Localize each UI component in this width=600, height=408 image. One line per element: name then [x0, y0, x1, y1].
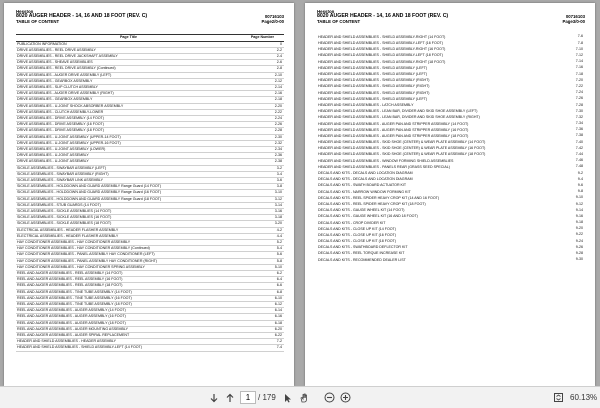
toc-entry-title: SICKLE ASSEMBLIES - SICKLE ASSEMBLIES (16 FOOT) [16, 215, 241, 221]
col-header-page: Page Number [241, 35, 284, 42]
toc-entry-title: HAY CONDITIONER ASSEMBLIES - PANEL ASSEMBLY HAY CONDITIONER (RIGHT) [16, 258, 241, 264]
toc-entry-page: 9-24 [575, 238, 583, 243]
toc-entry-page: 9-10 [575, 195, 583, 200]
minus-circle-icon [324, 392, 335, 403]
toc-entry-title: SICKLE ASSEMBLIES - SICKLE ASSEMBLIES (14 FOOT) [16, 208, 241, 214]
toc-entry-page: 9-16 [575, 213, 583, 218]
toc-row[interactable] [317, 257, 585, 263]
toc-entry-page: 9-26 [575, 244, 583, 249]
toc-entry-title: REEL AND AUGER ASSEMBLIES - TINE TUBE ASSEMBLY (18 FOOT) [16, 302, 241, 308]
toc-entry-page: 6-14 [241, 308, 284, 314]
toc-entry-page: 6-4 [241, 277, 284, 283]
toc-entry-title: SICKLE ASSEMBLIES - HOLDDOWN AND GUARD ASSEMBLY Range Guard (14 FOOT) [16, 184, 241, 190]
toc-entry-page: 2-32 [241, 140, 284, 146]
toc-entry-page: 3-14 [241, 202, 284, 208]
toc-entry-title: HEADER AND SHIELD ASSEMBLIES - SHIELD ASSEMBLY (RIGHT) [318, 90, 430, 95]
toc-entry-page: 7-38 [575, 133, 583, 138]
toc-entry-page: 3-12 [241, 196, 284, 202]
toc-entry-title: SICKLE ASSEMBLIES - SWAYBAR ASSEMBLY (LEFT) [16, 165, 241, 171]
toc-entry-title: DECALS AND KITS - SWATH BOARD ACTUATOR KIT [318, 183, 407, 188]
toc-entry-title: DECALS AND KITS - NARROW WINDOW FORMING KIT [318, 189, 411, 194]
toc-entry-page: 7-40 [575, 139, 583, 144]
toc-entry-page: 9-22 [575, 232, 583, 237]
toc-entry-title: HEADER AND SHIELD ASSEMBLIES - HEADER ASSEMBLY [16, 339, 241, 345]
hand-icon [299, 393, 309, 403]
toc-entry-page: 7-18 [575, 71, 583, 76]
zoom-level[interactable]: 60.13% [570, 393, 598, 402]
col-header-title: Page Title [16, 35, 241, 42]
brand-name: Hesston [317, 9, 335, 14]
toc-entry-title: DECALS AND KITS - SWATHBOARD DEFLECTOR KIT [318, 245, 408, 250]
toc-entry-page: 7-8 [577, 40, 583, 45]
toc-entry-page: 0 [241, 41, 284, 47]
toc-entry-page: 9-14 [575, 207, 583, 212]
toc-entry-page: 2-34 [241, 146, 284, 152]
page-header [317, 9, 585, 24]
fit-page-icon [553, 392, 564, 403]
toc-entry-page: 7-2 [241, 339, 284, 345]
toc-entry-page: 6-8 [241, 289, 284, 295]
toc-table [16, 34, 284, 352]
toc-entry-title: ELECTRICAL ASSEMBLIES - HEADER FLASHER ASSEMBLY [16, 233, 241, 239]
arrow-up-icon [225, 393, 235, 403]
toc-entry-page: 6-12 [241, 302, 284, 308]
toc-entry-page: 6-18 [241, 320, 284, 326]
toc-entry-page: 2-2 [241, 47, 284, 53]
toc-entry-page: 9-30 [575, 257, 583, 262]
toc-entry-page: 2-10 [241, 72, 284, 78]
toc-entry-page: 7-28 [575, 102, 583, 107]
toc-entry-page: 7-12 [575, 53, 583, 58]
toc-entry-page: 6-20 [241, 326, 284, 332]
document-title: 8020 AUGER HEADER - 14, 16 AND 18 FOOT (REV. C) [317, 13, 449, 19]
toc-table [317, 34, 585, 263]
toc-entry-page: 4-4 [241, 233, 284, 239]
toc-entry-title: ELECTRICAL ASSEMBLIES - HEADER FLASHER ASSEMBLY [16, 227, 241, 233]
toc-entry-title: DRIVE ASSEMBLIES - U-JOINT SHOCK ABSORBER ASSEMBLY [16, 103, 241, 109]
toc-entry-page: 7-30 [575, 108, 583, 113]
toc-entry-title: HEADER AND SHIELD ASSEMBLIES - SKID SHOE (CENTER) & WEAR PLATE ASSEMBLY (18 FOOT) [318, 152, 486, 157]
toc-entry-title: HEADER AND SHIELD ASSEMBLIES - LEAN BAR, DIVIDER AND SKID SHOE ASSEMBLY (RIGHT) [318, 115, 480, 120]
toc-entry-page: 2-6 [241, 60, 284, 66]
toc-entry-page: 5-4 [241, 246, 284, 252]
toc-entry-title: HAY CONDITIONER ASSEMBLIES - PANEL ASSEMBLY HAY CONDITIONER (LEFT) [16, 252, 241, 258]
toc-label: TABLE OF CONTENT [317, 19, 361, 24]
page-number-input[interactable] [240, 391, 256, 404]
toc-entry-page: 2-22 [241, 109, 284, 115]
fit-page-button[interactable] [550, 390, 566, 406]
zoom-in-button[interactable] [338, 390, 354, 406]
pointer-tool-button[interactable] [280, 390, 296, 406]
toc-entry-page: 5-10 [241, 264, 284, 270]
toc-entry-page: 6-2 [241, 271, 284, 277]
toc-entry-page: 3-2 [241, 165, 284, 171]
toc-entry-page: 6-10 [241, 295, 284, 301]
toc-entry-title: DRIVE ASSEMBLIES - REEL DRIVE JACKSHAFT ASSEMBLY [16, 53, 241, 59]
toc-entry-title: HEADER AND SHIELD ASSEMBLIES - SKID SHOE (CENTER) & WEAR PLATE ASSEMBLY (16 FOOT) [318, 146, 486, 151]
toc-entry-title: HAY CONDITIONER ASSEMBLIES - HAY CONDITIONER ASSEMBLY (Continued) [16, 246, 241, 252]
pdf-page-left [4, 3, 294, 386]
toc-entry-title: DECALS AND KITS - GAUGE WHEEL KIT (14 FOOT) [318, 208, 405, 213]
toc-entry-title: REEL AND AUGER ASSEMBLIES - AUGER ASSEMBLY (18 FOOT) [16, 320, 241, 326]
toc-entry-title: HEADER AND SHIELD ASSEMBLIES - SHIELD ASSEMBLY (LEFT) [318, 72, 428, 77]
toc-entry-title: DECALS AND KITS - CLOSE UP KIT (14 FOOT) [318, 226, 396, 231]
page-reference: Page2/0-00 [261, 19, 284, 24]
toc-entry-page: 2-18 [241, 97, 284, 103]
toc-entry-page: 3-8 [241, 184, 284, 190]
hand-tool-button[interactable] [296, 390, 312, 406]
toc-entry-title: REEL AND AUGER ASSEMBLIES - REEL ASSEMBLY (18 FOOT) [16, 283, 241, 289]
toc-entry-title: SICKLE ASSEMBLIES - SWAYBAR LINK ASSEMBLY [16, 177, 241, 183]
toc-entry-page: 7-16 [575, 65, 583, 70]
toc-entry-title: DECALS AND KITS - CLOSE UP KIT (16 FOOT) [318, 232, 396, 237]
toc-entry-title: DRIVE ASSEMBLIES - REEL DRIVE ASSEMBLY (Continued) [16, 66, 241, 72]
toc-entry-page: 9-12 [575, 201, 583, 206]
toc-entry-page: 7-10 [575, 46, 583, 51]
part-number: 00716103 [565, 14, 585, 19]
page-total: / 179 [258, 393, 276, 402]
toc-entry-title: HEADER AND SHIELD ASSEMBLIES - SHIELD ASSEMBLY (RIGHT) [318, 84, 430, 89]
document-title: 8020 AUGER HEADER - 14, 16 AND 18 FOOT (REV. C) [16, 13, 148, 19]
toc-entry-title: DRIVE ASSEMBLIES - AUGER DRIVE ASSEMBLY (RIGHT) [16, 91, 241, 97]
toc-entry-page: 5-8 [241, 258, 284, 264]
toc-entry-title: DECALS AND KITS - CROP DIVIDER KIT [318, 220, 386, 225]
pdf-page-right [305, 3, 595, 386]
toc-entry-title: HEADER AND SHIELD ASSEMBLIES - AUGER PAN AND STRIPPER ASSEMBLY (18 FOOT) [318, 133, 469, 138]
toc-entry-title: DRIVE ASSEMBLIES - U-JOINT ASSEMBLY [16, 153, 241, 159]
toc-entry-page: 2-36 [241, 153, 284, 159]
toc-entry-title: SICKLE ASSEMBLIES - SICKLE ASSEMBLIES (18 FOOT) [16, 221, 241, 227]
toc-entry-page: 9-28 [575, 251, 583, 256]
toc-entry-page: 7-22 [575, 83, 583, 88]
toc-entry-title: HEADER AND SHIELD ASSEMBLIES - LATCH ASSEMBLY [318, 102, 414, 107]
toc-entry-title: HEADER AND SHIELD ASSEMBLIES - SHIELD ASSEMBLY-LEFT (16 FOOT) [318, 41, 443, 46]
toc-entry-title: SICKLE ASSEMBLIES - HOLDDOWN AND GUARD ASSEMBLY Range Guard (18 FOOT) [16, 196, 241, 202]
toc-entry-title: SICKLE ASSEMBLIES - SWAYBAR ASSEMBLY (RIGHT) [16, 171, 241, 177]
toc-entry-title: HEADER AND SHIELD ASSEMBLIES - SHIELD ASSEMBLY-LEFT (14 FOOT) [16, 345, 241, 351]
toc-entry-title: REEL AND AUGER ASSEMBLIES - AUGER MOUNTING ASSEMBLY [16, 326, 241, 332]
toc-entry-page: 2-12 [241, 78, 284, 84]
toc-entry-page: 9-8 [577, 189, 583, 194]
toc-entry-page: 9-4 [577, 176, 583, 181]
toc-entry-page: 7-14 [575, 59, 583, 64]
toc-entry-page: 2-26 [241, 122, 284, 128]
toc-entry-title: DECALS AND KITS - REEL TORQUE INCREASE KIT [318, 251, 405, 256]
toc-entry-page: 2-16 [241, 91, 284, 97]
toc-entry-page: 6-22 [241, 333, 284, 339]
toc-entry-title: DRIVE ASSEMBLIES - GEARBOX ASSEMBLY [16, 97, 241, 103]
toc-entry-title: DRIVE ASSEMBLIES - SHEAVE ASSEMBLIES [16, 60, 241, 66]
toc-entry-title: DECALS AND KITS - REEL SPIDER HEAVY CROP KIT (14 AND 16 FOOT) [318, 195, 440, 200]
toc-entry-title: REEL AND AUGER ASSEMBLIES - AUGER ASSEMBLY (16 FOOT) [16, 314, 241, 320]
toc-entry-title: HEADER AND SHIELD ASSEMBLIES - AUGER PAN AND STRIPPER ASSEMBLY (14 FOOT) [318, 121, 469, 126]
toc-entry-title: DRIVE ASSEMBLIES - REEL DRIVE ASSEMBLY [16, 47, 241, 53]
toc-entry-page: 2-38 [241, 159, 284, 165]
toc-row[interactable] [16, 345, 284, 351]
toc-entry-page: 7-20 [575, 77, 583, 82]
toc-entry-title: SICKLE ASSEMBLIES - HOLDDOWN AND GUARD ASSEMBLY Range Guard (16 FOOT) [16, 190, 241, 196]
toc-entry-title: DECALS AND KITS - GAUGE WHEEL KIT (16 AND 18 FOOT) [318, 214, 418, 219]
toc-entry-title: HAY CONDITIONER ASSEMBLIES - HAY CONDITIONER ASSEMBLY [16, 240, 241, 246]
toc-entry-title: HEADER AND SHIELD ASSEMBLIES - SHIELD ASSEMBLY (LEFT) [318, 96, 428, 101]
toc-entry-page: 7-34 [575, 121, 583, 126]
toc-entry-page: 9-6 [577, 182, 583, 187]
toc-entry-page: 7-32 [575, 114, 583, 119]
plus-circle-icon [340, 392, 351, 403]
toc-entry-page: 5-6 [241, 252, 284, 258]
part-number: 00716103 [264, 14, 284, 19]
toc-entry-page: 2-20 [241, 103, 284, 109]
toc-entry-title: SICKLE ASSEMBLIES - STUB GUARDS (14 FOOT) [16, 202, 241, 208]
toc-entry-title: REEL AND AUGER ASSEMBLIES - TINE TUBE ASSEMBLY (16 FOOT) [16, 295, 241, 301]
page-down-button[interactable] [206, 390, 222, 406]
toc-entry-page: 3-10 [241, 190, 284, 196]
toc-entry-title: DECALS AND KITS - RECOMMENDED DEALER LIST [318, 257, 406, 262]
toc-entry-title: REEL AND AUGER ASSEMBLIES - AUGER ASSEMBLY (14 FOOT) [16, 308, 241, 314]
toc-entry-title: DRIVE ASSEMBLIES - GEARBOX ASSEMBLY [16, 78, 241, 84]
toc-entry-title: DRIVE ASSEMBLIES - U-JOINT ASSEMBLY (LOWER) [16, 146, 241, 152]
toc-entry-title: REEL AND AUGER ASSEMBLIES - AUGER SPIRAL REPLACEMENT [16, 333, 241, 339]
toc-entry-title: DRIVE ASSEMBLIES - CLUTCH ASSEMBLY-LOWER [16, 109, 241, 115]
toc-entry-page: 3-4 [241, 171, 284, 177]
toc-entry-title: HEADER AND SHIELD ASSEMBLIES - AUGER PAN AND STRIPPER ASSEMBLY (16 FOOT) [318, 127, 469, 132]
page-header [16, 9, 284, 24]
toc-entry-page: 9-20 [575, 226, 583, 231]
toc-entry-page: 9-18 [575, 220, 583, 225]
toc-entry-title: DECALS AND KITS - CLOSE UP KIT (18 FOOT) [318, 239, 396, 244]
toc-entry-title: DRIVE ASSEMBLIES - DRIVE ASSEMBLY (18 FOOT) [16, 128, 241, 134]
pdf-toolbar [0, 386, 600, 408]
toc-entry-page: 2-28 [241, 128, 284, 134]
toc-entry-page: 3-20 [241, 221, 284, 227]
toc-entry-page: 7-36 [575, 127, 583, 132]
cursor-icon [283, 393, 293, 403]
toc-entry-page: 7-46 [575, 158, 583, 163]
toc-entry-page: 3-18 [241, 215, 284, 221]
toc-entry-title: HEADER AND SHIELD ASSEMBLIES - SHIELD ASSEMBLY-RIGHT (16 FOOT) [318, 47, 446, 52]
toc-entry-page: 7-44 [575, 152, 583, 157]
toc-entry-page: 7-6 [577, 34, 583, 39]
toc-entry-title: HEADER AND SHIELD ASSEMBLIES - SHIELD ASSEMBLY-RIGHT (14 FOOT) [318, 34, 446, 39]
toc-entry-page: 7-48 [575, 164, 583, 169]
toc-entry-title: DRIVE ASSEMBLIES - SLIP CLUTCH ASSEMBLY [16, 84, 241, 90]
toc-entry-title: HEADER AND SHIELD ASSEMBLIES - SHIELD ASSEMBLY-RIGHT (18 FOOT) [318, 59, 446, 64]
page-reference: Page3/0-00 [562, 19, 585, 24]
toc-entry-title: REEL AND AUGER ASSEMBLIES - TINE TUBE ASSEMBLY (14 FOOT) [16, 289, 241, 295]
zoom-out-button[interactable] [322, 390, 338, 406]
page-up-button[interactable] [222, 390, 238, 406]
toc-entry-page: 6-6 [241, 283, 284, 289]
toc-entry-page: 3-6 [241, 177, 284, 183]
toc-entry-title: REEL AND AUGER ASSEMBLIES - REEL ASSEMBLY (14 FOOT) [16, 271, 241, 277]
toc-entry-title: DRIVE ASSEMBLIES - DRIVE ASSEMBLY (14 FOOT) [16, 115, 241, 121]
toc-entry-title: REEL AND AUGER ASSEMBLIES - REEL ASSEMBLY (16 FOOT) [16, 277, 241, 283]
toc-entry-page: 5-2 [241, 240, 284, 246]
toc-entry-page: 7-42 [575, 145, 583, 150]
toc-entry-title: HAY CONDITIONER ASSEMBLIES - HAY CONDITIONER SPRING ASSEMBLY [16, 264, 241, 270]
toc-entry-page: 7-26 [575, 96, 583, 101]
toc-entry-page: 6-16 [241, 314, 284, 320]
toc-entry-page: 2-24 [241, 115, 284, 121]
brand-name: Hesston [16, 9, 34, 14]
toc-entry-page: 2-14 [241, 84, 284, 90]
toc-entry-page: 2-8 [241, 66, 284, 72]
toc-entry-page: 9-2 [577, 170, 583, 175]
toc-entry-title: DRIVE ASSEMBLIES - U-JOINT ASSEMBLY [16, 159, 241, 165]
toc-entry-title: DECALS AND KITS - DECALS AND LOCATION DIAGRAM [318, 177, 413, 182]
toc-entry-title: HEADER AND SHIELD ASSEMBLIES - WINDOW FORMING SHIELD ASSEMBLIES [318, 158, 454, 163]
toc-entry-title: HEADER AND SHIELD ASSEMBLIES - PANELS REAR (GRASS SEED SPECIAL) [318, 164, 450, 169]
toc-entry-title: DECALS AND KITS - REEL SPIDER HEAVY CROP KIT (18 FOOT) [318, 201, 426, 206]
toc-entry-title: HEADER AND SHIELD ASSEMBLIES - SHIELD ASSEMBLY-LEFT (18 FOOT) [318, 53, 443, 58]
toc-entry-title: DRIVE ASSEMBLIES - AUGER DRIVE ASSEMBLY (LEFT) [16, 72, 241, 78]
toc-entry-title: HEADER AND SHIELD ASSEMBLIES - LEAN BAR, DIVIDER AND SKID SHOE ASSEMBLY (LEFT) [318, 109, 478, 114]
toc-entry-title: HEADER AND SHIELD ASSEMBLIES - SHIELD ASSEMBLY (RIGHT) [318, 78, 430, 83]
toc-entry-title: DRIVE ASSEMBLIES - U-JOINT ASSEMBLY (UPPER-14 FOOT) [16, 134, 241, 140]
toc-entry-page: 3-16 [241, 208, 284, 214]
toc-entry-page: 2-30 [241, 134, 284, 140]
toc-entry-page: 4-2 [241, 227, 284, 233]
arrow-down-icon [209, 393, 219, 403]
toc-label: TABLE OF CONTENT [16, 19, 60, 24]
toc-entry-page: 2-4 [241, 53, 284, 59]
toc-entry-title: DRIVE ASSEMBLIES - DRIVE ASSEMBLY (16 FOOT) [16, 122, 241, 128]
toc-entry-page: 7-4 [241, 345, 284, 351]
toc-entry-title: PUBLICATION INFORMATION [16, 41, 241, 47]
toc-entry-title: DECALS AND KITS - DECALS AND LOCATION DIAGRAM [318, 171, 413, 176]
toc-entry-page: 7-24 [575, 90, 583, 95]
toc-entry-title: DRIVE ASSEMBLIES - U-JOINT ASSEMBLY (UPPER-16 FOOT) [16, 140, 241, 146]
toc-entry-title: HEADER AND SHIELD ASSEMBLIES - SKID SHOE (CENTER) & WEAR PLATE ASSEMBLY (14 FOOT) [318, 140, 486, 145]
toc-entry-title: HEADER AND SHIELD ASSEMBLIES - SHIELD ASSEMBLY (LEFT) [318, 65, 428, 70]
